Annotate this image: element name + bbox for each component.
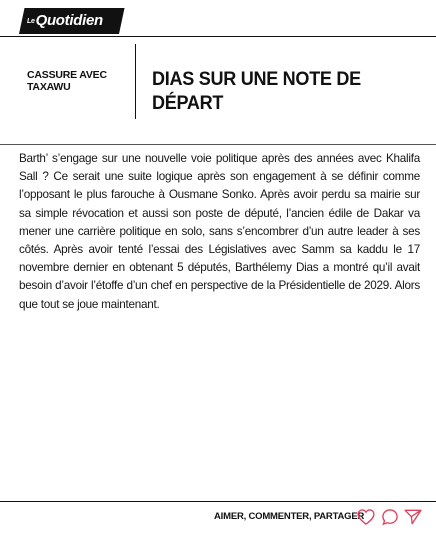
title-separator: [135, 44, 136, 119]
article-headline: DIAS SUR UNE NOTE DE DÉPART: [152, 69, 361, 114]
article-body: Barth’ s’engage sur une nouvelle voie politique après des années avec Khalifa Sall ? Ce serait une suite logique après son engagement à se définir comme l’opposant le plus farouche à Ousmane Sonko. Après avoir perdu sa mairie sur sa simple révocation et aussi son poste de député, l’ancien édile de Dakar va mener une carrière politique en solo, sans s’encombrer d’un autre leader à ses côtés. Après avoir tenté l’essai des Législatives avec Samm sa kaddu le 17 novembre dernier en obtenant 5 députés, Barthélemy Dias a montré qu’il avait besoin d’avoir l’étoffe d’un chef en perspective de la Présidentielle de 2029. Alors que tout se joue maintenant.: [19, 152, 420, 311]
header-divider: [0, 36, 436, 37]
brand-prefix: Le: [27, 18, 35, 25]
share-icon[interactable]: [403, 507, 423, 527]
footer-cta-label: AIMER, COMMENTER, PARTAGER: [214, 511, 365, 522]
comment-icon[interactable]: [380, 507, 400, 527]
heart-icon[interactable]: [356, 507, 376, 527]
article-kicker: CASSURE AVEC TAXAWU: [27, 69, 107, 93]
footer-divider: [0, 501, 436, 502]
body-divider: [0, 144, 436, 145]
brand-logo: [27, 9, 103, 33]
brand-name: Quotidien: [35, 12, 103, 29]
